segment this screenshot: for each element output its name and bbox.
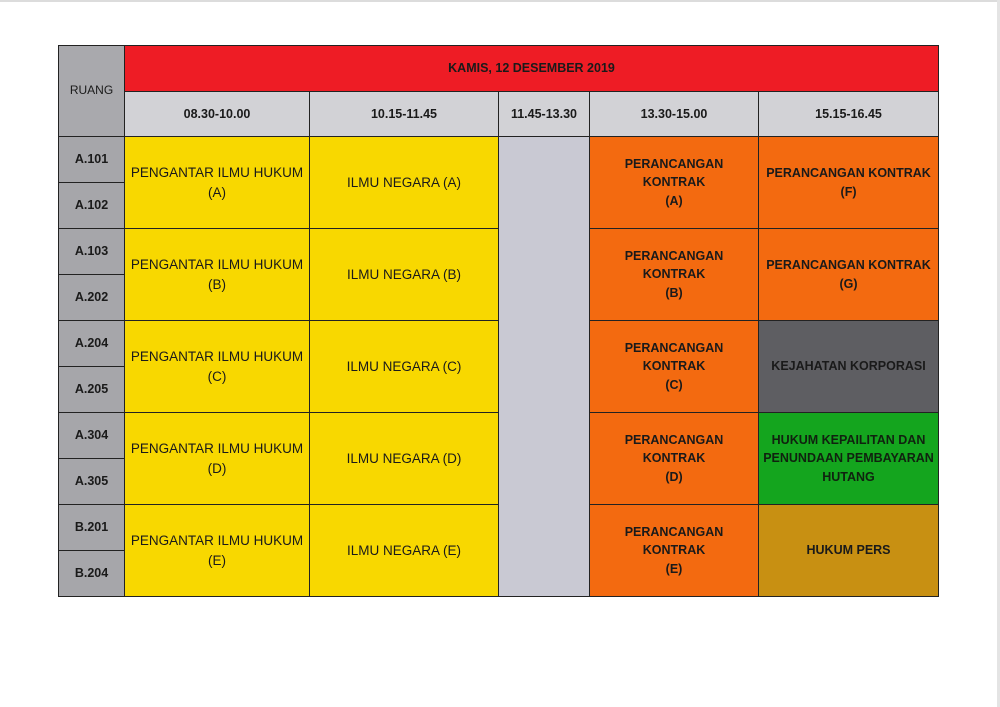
course-line: (D) [207, 460, 227, 476]
time-slot-4: 13.30-15.00 [590, 92, 759, 137]
room-cell: A.304 [59, 413, 125, 459]
course-perancangan-kontrak [590, 321, 759, 413]
course-line: ILMU NEGARA (C) [346, 358, 462, 374]
course-perancangan-kontrak [759, 137, 939, 229]
time-slot-3: 11.45-13.30 [499, 92, 590, 137]
course-line: PENGANTAR ILMU HUKUM [130, 440, 304, 456]
room-cell: A.101 [59, 137, 125, 183]
course-hukum-kepailitan [759, 413, 939, 505]
break-column [499, 137, 590, 597]
course-pengantar-ilmu-hukum [125, 321, 310, 413]
course-ilmu-negara [310, 137, 499, 229]
course-line: ILMU NEGARA (A) [346, 174, 462, 190]
course-line: ILMU NEGARA (E) [346, 542, 462, 558]
room-cell: A.305 [59, 459, 125, 505]
course-hukum-pers [759, 505, 939, 597]
course-perancangan-kontrak [759, 229, 939, 321]
course-line: PERANCANGAN KONTRAK [766, 258, 931, 273]
course-ilmu-negara [310, 413, 499, 505]
course-line: PENGANTAR ILMU HUKUM [130, 348, 304, 364]
course-line: (E) [208, 552, 226, 568]
course-kejahatan-korporasi [759, 321, 939, 413]
course-line: (B) [208, 276, 226, 292]
course-line: PENGANTAR ILMU HUKUM [130, 164, 304, 180]
course-pengantar-ilmu-hukum [125, 137, 310, 229]
course-line: PERANCANGAN KONTRAK [766, 166, 931, 181]
course-perancangan-kontrak [590, 505, 759, 597]
ruang-header: RUANG [59, 46, 125, 137]
course-line: PERANCANGAN KONTRAK [624, 433, 724, 466]
course-pengantar-ilmu-hukum [125, 229, 310, 321]
sheet-edge-top [0, 0, 1000, 2]
course-perancangan-kontrak [590, 137, 759, 229]
time-slot-1: 08.30-10.00 [125, 92, 310, 137]
room-cell: A.204 [59, 321, 125, 367]
course-line: PERANCANGAN KONTRAK [624, 341, 724, 374]
course-line: PENGANTAR ILMU HUKUM [130, 532, 304, 548]
course-perancangan-kontrak [590, 229, 759, 321]
course-line: ILMU NEGARA (D) [346, 450, 462, 466]
course-line: (G) [839, 276, 858, 291]
course-line: PERANCANGAN KONTRAK [624, 525, 724, 558]
course-line: (F) [840, 184, 857, 199]
course-ilmu-negara [310, 505, 499, 597]
course-line: ILMU NEGARA (B) [346, 266, 462, 282]
course-ilmu-negara [310, 321, 499, 413]
course-line: (C) [207, 368, 227, 384]
room-cell: B.204 [59, 551, 125, 597]
time-slot-2: 10.15-11.45 [310, 92, 499, 137]
room-cell: B.201 [59, 505, 125, 551]
course-ilmu-negara [310, 229, 499, 321]
time-slot-5: 15.15-16.45 [759, 92, 939, 137]
course-line: PERANCANGAN KONTRAK [624, 157, 724, 190]
course-pengantar-ilmu-hukum [125, 413, 310, 505]
schedule-table [58, 45, 939, 597]
course-line: (A) [208, 184, 226, 200]
course-line: (C) [665, 377, 683, 392]
course-line: (A) [665, 193, 683, 208]
course-line: (B) [665, 285, 683, 300]
course-line: HUKUM PERS [806, 543, 891, 558]
course-line: KEJAHATAN KORPORASI [771, 359, 926, 374]
course-line: (E) [665, 561, 683, 576]
course-perancangan-kontrak [590, 413, 759, 505]
course-line: (D) [665, 469, 683, 484]
date-header: KAMIS, 12 DESEMBER 2019 [125, 46, 939, 92]
course-line: HUTANG [822, 469, 875, 484]
course-line: PENGANTAR ILMU HUKUM [130, 256, 304, 272]
room-cell: A.202 [59, 275, 125, 321]
room-cell: A.103 [59, 229, 125, 275]
course-line: PENUNDAAN PEMBAYARAN [763, 451, 934, 466]
course-line: HUKUM KEPAILITAN DAN [771, 433, 926, 448]
course-line: PERANCANGAN KONTRAK [624, 249, 724, 282]
room-cell: A.102 [59, 183, 125, 229]
room-cell: A.205 [59, 367, 125, 413]
course-pengantar-ilmu-hukum [125, 505, 310, 597]
